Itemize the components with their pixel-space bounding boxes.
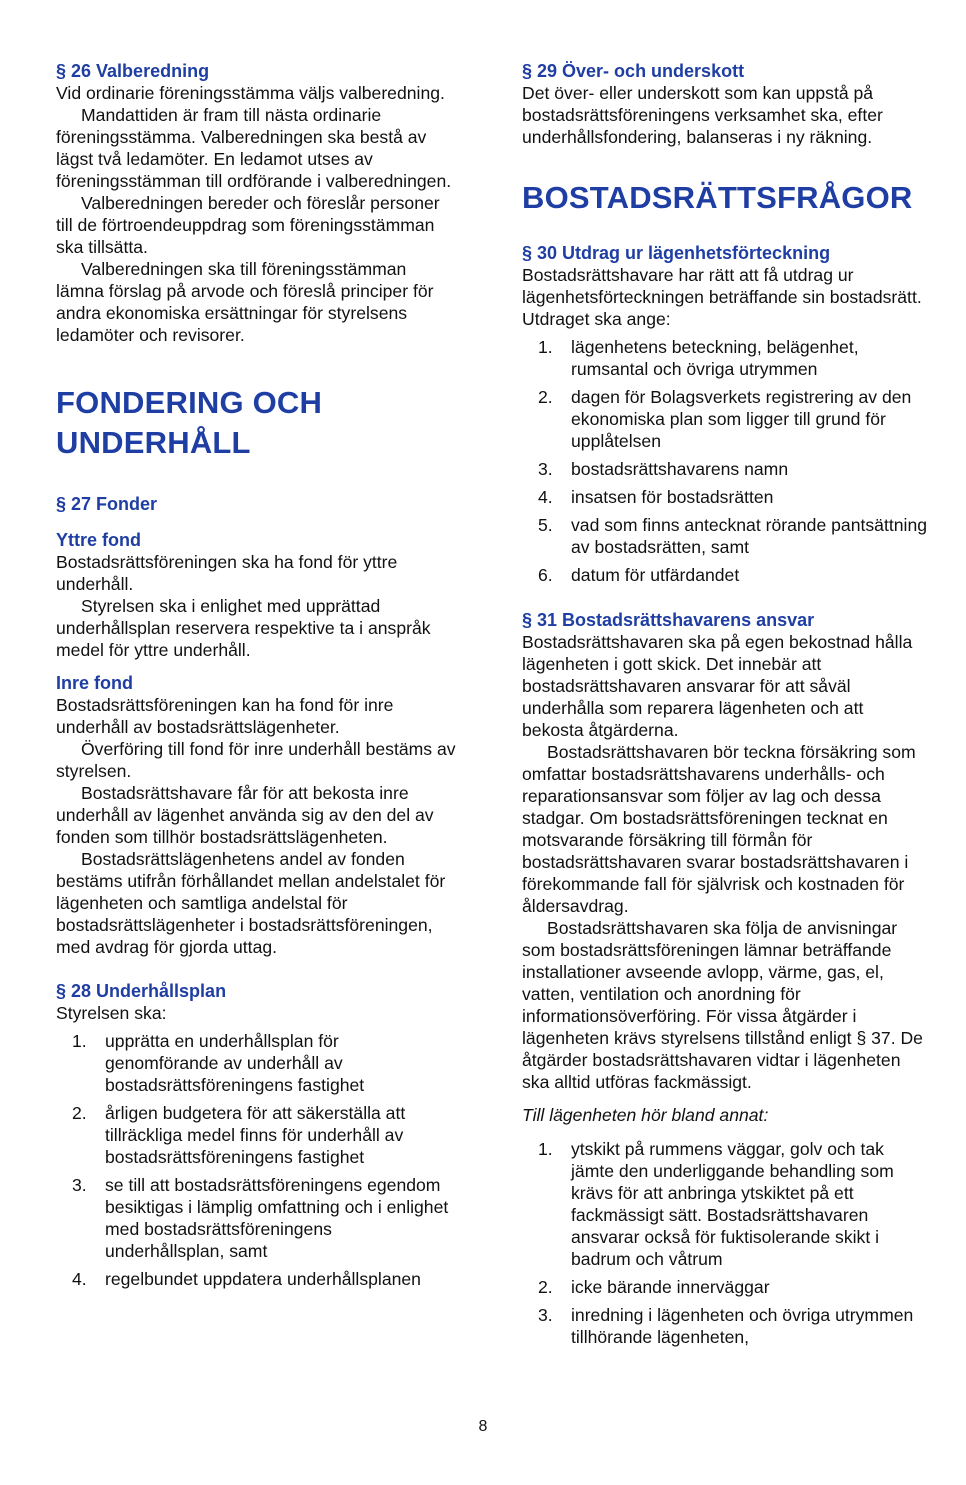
chapter-title: BOSTADSRÄTTSFRÅGOR [522,180,913,215]
chapter-title-line: UNDERHÅLL [56,425,251,460]
paragraph: Det över- eller underskott som kan uppstå på bostadsrättsföreningens verksamhet ska, efter underhållsfondering, balanseras i ny räkning. [522,83,883,147]
section-heading: § 28 Underhållsplan [56,981,227,1001]
list-text: icke bärande innerväggar [571,1277,770,1297]
section-heading: § 26 Valberedning [56,61,210,81]
list-number: 2. [538,387,553,407]
list-text: se till att bostadsrättsföreningens egendom besiktigas i lämplig omfattning och i enlighet med bostadsrättsföreningens underhållsplan, samt [105,1175,449,1261]
list-text: inredning i lägenheten och övriga utrymmen tillhörande lägenheten, [571,1305,914,1347]
list-text: datum för utfärdandet [571,565,740,585]
list-item [522,564,927,586]
numbered-list [522,1138,927,1348]
list-item [522,1138,927,1270]
list-number: 3. [538,1305,553,1325]
numbered-list [56,1030,456,1290]
list-number: 3. [72,1175,87,1195]
paragraph: Bostadsrättshavaren ska på egen bekostnad hålla lägenheten i gott skick. Det innebär att bostadsrättshavaren ansvarar för att såväl underhålla som reparera lägenheten och att bekosta åtgärderna. [522,632,913,740]
paragraph: Överföring till fond för inre underhåll bestäms av styrelsen. [56,739,456,781]
numbered-list [522,336,927,586]
paragraph: Bostadsrättshavare har rätt att få utdrag ur lägenhetsförteckningen beträffande sin bostadsrätt. Utdraget ska ange: [522,265,922,329]
list-number: 4. [72,1269,87,1289]
list-item [522,386,927,452]
section-heading: § 31 Bostadsrättshavarens ansvar [522,610,815,630]
subsection-heading: Yttre fond [56,530,141,550]
paragraph: Mandattiden är fram till nästa ordinarie föreningsstämma. Valberedningen ska bestå av lägst två ledamöter. En ledamot utses av föreningsstämman till ordförande i valberedningen. [56,105,452,191]
list-number: 5. [538,515,553,535]
list-item [522,486,927,508]
subsection-heading: Inre fond [56,673,133,693]
list-text: ytskikt på rummens väggar, golv och tak jämte den underliggande behandling som krävs för att anbringa ytskiktet på ett fackmässigt sätt. Bostadsrättshavaren ansvarar också för fuktisolerande skikt i badrum och våtrum [571,1139,894,1269]
paragraph: Bostadsrättslägenhetens andel av fonden bestäms utifrån förhållandet mellan andelstalet för lägenheten och samtliga andelstal för bostadsrättslägenheter i bostadsrättsföreningen, med avdrag för gjorda uttag. [56,849,446,957]
paragraph: Styrelsen ska: [56,1003,167,1023]
list-number: 4. [538,487,553,507]
list-text: vad som finns antecknat rörande pantsättning av bostadsrätten, samt [571,515,928,557]
paragraph: Vid ordinarie föreningsstämma väljs valberedning. [56,83,445,103]
list-text: dagen för Bolagsverkets registrering av den ekonomiska plan som ligger till grund för upplåtelsen [571,387,912,451]
list-item [522,336,927,380]
list-text: lägenhetens beteckning, belägenhet, rumsantal och övriga utrymmen [571,337,859,379]
list-number: 2. [538,1277,553,1297]
italic-note: Till lägenheten hör bland annat: [522,1105,769,1125]
chapter-title [56,383,456,463]
left-column [56,60,456,1290]
list-item [522,458,927,480]
list-item [522,1304,927,1348]
list-item [522,1276,927,1298]
list-number: 3. [538,459,553,479]
list-number: 1. [72,1031,87,1051]
paragraph: Bostadsrättshavaren ska följa de anvisningar som bostadsrättsföreningen lämnar beträffande installationer avseende avlopp, värme, gas, el, vatten, ventilation och anordning för informationsöverföring. För vissa åtgärder i lägenheten krävs styrelsens tillstånd enligt § 37. De åtgärder bostadsrättshavaren vidtar i lägenheten ska alltid utföras fackmässigt. [522,918,923,1092]
paragraph: Valberedningen ska till föreningsstämman lämna förslag på arvode och föreslå principer för andra ekonomiska ersättningar för styrelsens ledamöter och revisorer. [56,259,434,345]
right-column [522,60,927,1348]
list-number: 6. [538,565,553,585]
list-number: 2. [72,1103,87,1123]
page-number: 8 [478,1418,488,1435]
paragraph: Styrelsen ska i enlighet med upprättad underhållsplan reservera respektive ta i anspråk medel för yttre underhåll. [56,596,431,660]
list-text: regelbundet uppdatera underhållsplanen [105,1269,421,1289]
list-text: upprätta en underhållsplan för genomförande av underhåll av bostadsrättsföreningens fastighet [105,1031,365,1095]
paragraph: Bostadsrättsföreningen ska ha fond för yttre underhåll. [56,552,398,594]
paragraph: Bostadsrättshavare får för att bekosta inre underhåll av lägenhet använda sig av den del av fonden som tillhör bostadsrättslägenheten. [56,783,434,847]
list-text: insatsen för bostadsrätten [571,487,774,507]
section-heading: § 27 Fonder [56,494,158,514]
list-number: 1. [538,337,553,357]
list-item [56,1030,456,1096]
list-item [56,1102,456,1168]
list-item [56,1268,456,1290]
list-item [522,514,927,558]
chapter-title-line: FONDERING OCH [56,385,323,420]
list-text: bostadsrättshavarens namn [571,459,789,479]
section-heading: § 29 Över- och underskott [522,61,745,81]
list-number: 1. [538,1139,553,1159]
list-text: årligen budgetera för att säkerställa att tillräckliga medel finns för underhåll av bostadsrättsföreningens fastighet [105,1103,406,1167]
list-item [56,1174,456,1262]
paragraph: Valberedningen bereder och föreslår personer till de förtroendeuppdrag som föreningsstämman ska tillsätta. [56,193,440,257]
section-heading: § 30 Utdrag ur lägenhetsförteckning [522,243,831,263]
paragraph: Bostadsrättsföreningen kan ha fond för inre underhåll av bostadsrättslägenheter. [56,695,394,737]
paragraph: Bostadsrättshavaren bör teckna försäkring som omfattar bostadsrättshavarens underhålls- och reparationsansvar som följer av lag och dessa stadgar. Om bostadsrättsföreningen tecknat en motsvarande försäkring till förmån för bostadsrättshavaren svarar bostadsrättshavaren i förekommande fall för självrisk och kostnaden för åldersavdrag. [522,742,916,916]
